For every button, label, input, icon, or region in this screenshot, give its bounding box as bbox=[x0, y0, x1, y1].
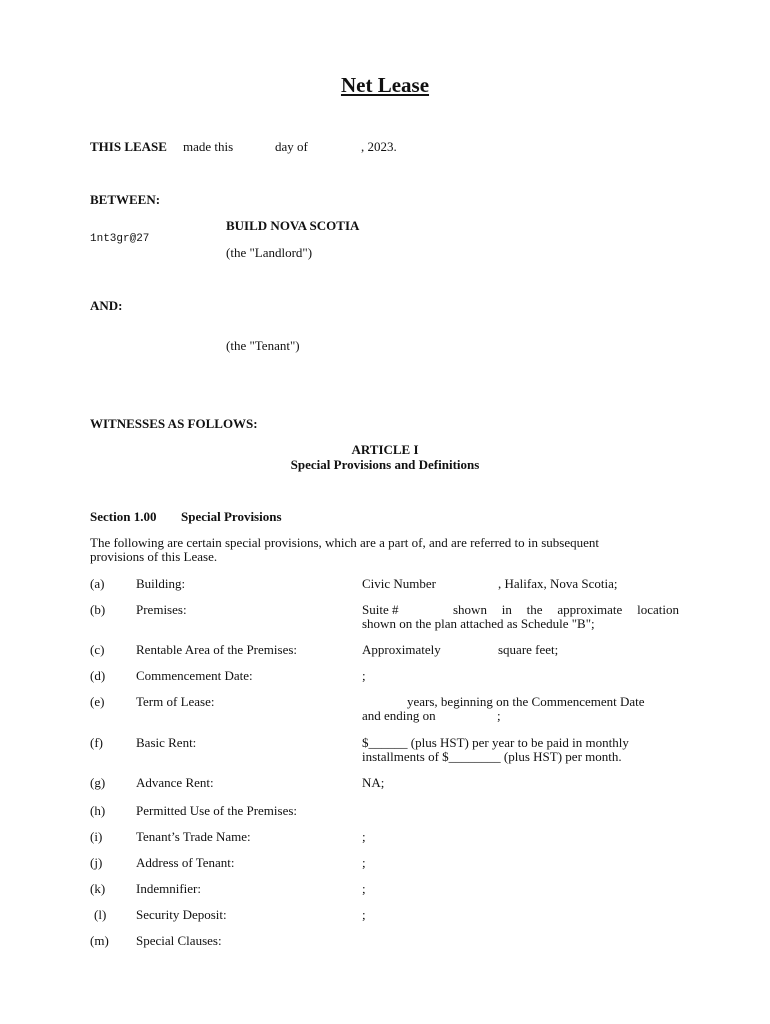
provision-label: Permitted Use of the Premises: bbox=[136, 803, 298, 818]
provision-value: ; bbox=[362, 855, 366, 870]
provision-letter: (a) bbox=[90, 576, 105, 591]
provision-letter: (e) bbox=[90, 694, 105, 709]
section-paragraph-line-2: provisions of this Lease. bbox=[90, 549, 218, 564]
provision-value: NA; bbox=[362, 775, 385, 790]
provision-label: Building: bbox=[136, 576, 186, 591]
provision-letter: (l) bbox=[94, 907, 107, 922]
provision-label: Rentable Area of the Premises: bbox=[136, 642, 298, 657]
provision-label: Advance Rent: bbox=[136, 775, 214, 790]
section-number: Section 1.00 bbox=[90, 509, 157, 524]
provision-letter: (k) bbox=[90, 881, 106, 896]
tenant-role: (the "Tenant") bbox=[226, 338, 300, 353]
provision-value: ; bbox=[362, 829, 366, 844]
provision-value: years, beginning on the Commencement Date bbox=[407, 694, 645, 709]
witnesses-heading: WITNESSES AS FOLLOWS: bbox=[90, 416, 258, 431]
provision-value: ; bbox=[362, 668, 366, 683]
provision-label: Address of Tenant: bbox=[136, 855, 235, 870]
article-number: ARTICLE I bbox=[351, 442, 419, 457]
provision-letter: (g) bbox=[90, 775, 106, 790]
document-title: Net Lease bbox=[340, 73, 430, 97]
provision-value-continued: shown in the approximate location bbox=[453, 602, 679, 617]
landlord-role: (the "Landlord") bbox=[226, 245, 313, 260]
provision-label: Commencement Date: bbox=[136, 668, 253, 683]
provision-letter: (m) bbox=[90, 933, 109, 948]
provision-value-suffix: , Halifax, Nova Scotia; bbox=[498, 576, 618, 591]
intro-made-this: made this bbox=[183, 139, 234, 154]
provision-letter: (h) bbox=[90, 803, 106, 818]
intro-lead: THIS LEASE bbox=[90, 139, 167, 154]
article-title: Special Provisions and Definitions bbox=[290, 457, 480, 472]
provision-label: Basic Rent: bbox=[136, 735, 197, 750]
provision-letter: (j) bbox=[90, 855, 103, 870]
provision-value-line-2: shown on the plan attached as Schedule "B"; bbox=[362, 616, 595, 631]
provision-label: Term of Lease: bbox=[136, 694, 215, 709]
provision-letter: (b) bbox=[90, 602, 106, 617]
intro-day-of: day of bbox=[275, 139, 308, 154]
section-paragraph-line-1: The following are certain special provisions, which are a part of, and are referred to in subsequent bbox=[90, 535, 599, 550]
provision-label: Indemnifier: bbox=[136, 881, 201, 896]
provision-value: $______ (plus HST) per year to be paid in monthly bbox=[362, 735, 629, 750]
provision-value: Approximately bbox=[362, 642, 441, 657]
provision-label: Tenant’s Trade Name: bbox=[136, 829, 251, 844]
provision-value-line-2-suffix: ; bbox=[497, 708, 501, 723]
intro-year: , 2023. bbox=[361, 139, 397, 154]
between-heading: BETWEEN: bbox=[90, 192, 161, 207]
provision-letter: (c) bbox=[90, 642, 105, 657]
provision-value: Suite # bbox=[362, 602, 399, 617]
provision-value: Civic Number bbox=[362, 576, 437, 591]
provision-value: ; bbox=[362, 881, 366, 896]
provision-letter: (i) bbox=[90, 829, 103, 844]
provision-value-line-2: installments of $________ (plus HST) per month. bbox=[362, 749, 622, 764]
provision-label: Security Deposit: bbox=[136, 907, 227, 922]
provision-value-suffix: square feet; bbox=[498, 642, 559, 657]
provision-value-line-2: and ending on bbox=[362, 708, 436, 723]
section-title: Special Provisions bbox=[181, 509, 282, 524]
and-heading: AND: bbox=[90, 298, 123, 313]
document-code: 1nt3gr@27 bbox=[90, 233, 150, 245]
provision-value: ; bbox=[362, 907, 366, 922]
provision-label: Special Clauses: bbox=[136, 933, 222, 948]
landlord-name: BUILD NOVA SCOTIA bbox=[226, 218, 360, 233]
provision-letter: (d) bbox=[90, 668, 106, 683]
provision-letter: (f) bbox=[90, 735, 103, 750]
provision-label: Premises: bbox=[136, 602, 187, 617]
